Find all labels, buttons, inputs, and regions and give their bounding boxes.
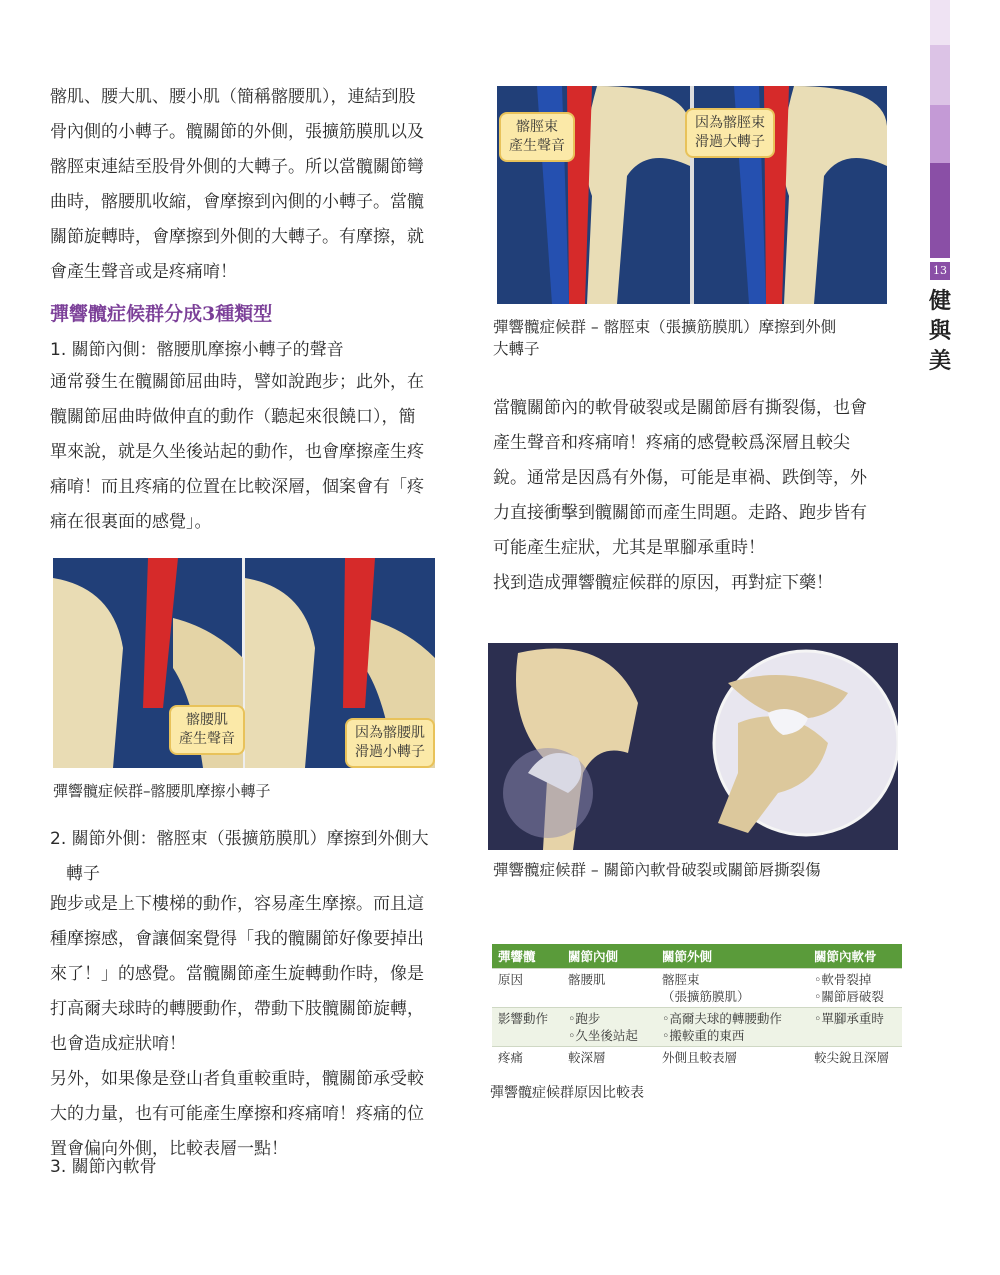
figure2-caption — [493, 316, 903, 360]
table-cell: 髂腰肌 — [562, 969, 656, 1008]
page-number: 13 — [930, 262, 950, 280]
label-iliopsoas-slide — [345, 718, 435, 768]
text-line: 大的力量，也有可能產生摩擦和疼痛唷！疼痛的位 — [50, 1104, 424, 1124]
itband-figure — [497, 86, 887, 304]
type3-title: 3. 關節內軟骨 — [50, 1157, 157, 1177]
label-itband-sound — [499, 112, 575, 162]
label-line: 因為髂脛束 — [695, 115, 765, 131]
table-caption: 彈響髖症候群原因比較表 — [490, 1085, 644, 1101]
table-row — [492, 969, 902, 1008]
text-line: 關節旋轉時，會摩擦到外側的大轉子。有摩擦，就 — [50, 227, 424, 247]
text-line: 2. 關節外側：髂脛束（張擴筋膜肌）摩擦到外側大 — [50, 829, 429, 849]
iliopsoas-figure — [53, 558, 435, 768]
table-header: 彈響髖 — [492, 944, 562, 969]
text-line: 也會造成症狀唷！ — [50, 1034, 186, 1054]
cartilage-figure — [488, 643, 898, 850]
text-line: 銳。通常是因爲有外傷，可能是車禍、跌倒等，外 — [493, 468, 867, 488]
caption-line: 彈響髖症候群 – 髂脛束（張擴筋膜肌）摩擦到外側 — [493, 318, 837, 336]
table-header: 關節內側 — [562, 944, 656, 969]
table-cell: 疼痛 — [492, 1047, 562, 1069]
label-iliopsoas-sound — [169, 705, 245, 755]
label-line: 產生聲音 — [509, 138, 565, 154]
type2-title — [50, 822, 460, 892]
text-line: 痛唷！而且疼痛的位置在比較深層，個案會有「疼 — [50, 477, 424, 497]
text-line: 另外，如果像是登山者負重較重時，髖關節承受較 — [50, 1069, 424, 1089]
text-line: 會產生聲音或是疼痛唷！ — [50, 262, 237, 282]
text-line: 置會偏向外側，比較表層一點！ — [50, 1139, 288, 1159]
comparison-table-wrap — [492, 944, 902, 1068]
text-line: 髂脛束連結至股骨外側的大轉子。所以當髖關節彎 — [50, 157, 424, 177]
label-line: 髂腰肌 — [186, 712, 228, 728]
intro-paragraph — [50, 80, 460, 290]
table-row — [492, 1008, 902, 1047]
text-line: 種摩擦感，會讓個案覺得「我的髖關節好像要掉出 — [50, 929, 424, 949]
comparison-table — [492, 944, 902, 1068]
label-itband-slide — [685, 108, 775, 158]
table-cell: 較深層 — [562, 1047, 656, 1069]
text-line: 轉子 — [66, 864, 100, 884]
text-line: 髂肌、腰大肌、腰小肌（簡稱髂腰肌），連結到股 — [50, 87, 416, 107]
text-line: 單來說，就是久坐後站起的動作，也會摩擦產生疼 — [50, 442, 424, 462]
section-tab-light — [930, 0, 950, 45]
label-line: 因為髂腰肌 — [355, 725, 425, 741]
table-cell: 影響動作 — [492, 1008, 562, 1047]
text-line: 來了！」的感覺。當髖關節產生旋轉動作時，像是 — [50, 964, 424, 984]
figure1-caption: 彈響髖症候群–髂腰肌摩擦小轉子 — [53, 782, 271, 800]
text-line: 髖關節屈曲時做伸直的動作（聽起來很饒口），簡 — [50, 407, 416, 427]
table-cell: ◦單腳承重時 — [808, 1008, 902, 1047]
caption-line: 大轉子 — [493, 340, 540, 358]
text-line: 找到造成彈響髖症候群的原因，再對症下藥！ — [493, 573, 833, 593]
type1-title: 1. 關節內側：髂腰肌摩擦小轉子的聲音 — [50, 340, 344, 360]
section-tab-mid2 — [930, 105, 950, 163]
text-line: 力直接衝擊到髖關節而產生問題。走路、跑步皆有 — [493, 503, 867, 523]
text-line: 當髖關節內的軟骨破裂或是關節唇有撕裂傷，也會 — [493, 398, 867, 418]
table-cell: 原因 — [492, 969, 562, 1008]
section-heading: 彈響髖症候群分成3種類型 — [50, 303, 273, 325]
section-tab-mid — [930, 45, 950, 105]
table-cell: 髂脛束 （張擴筋膜肌） — [656, 969, 808, 1008]
text-line: 曲時，髂腰肌收縮，會摩擦到內側的小轉子。當髖 — [50, 192, 424, 212]
label-line: 髂脛束 — [516, 119, 558, 135]
text-line: 產生聲音和疼痛唷！疼痛的感覺較爲深層且較尖 — [493, 433, 850, 453]
table-cell: ◦高爾夫球的轉腰動作 ◦搬較重的東西 — [656, 1008, 808, 1047]
table-cell: 較尖銳且深層 — [808, 1047, 902, 1069]
cartilage-paragraph — [493, 391, 903, 601]
label-line: 產生聲音 — [179, 731, 235, 747]
table-cell: 外側且較表層 — [656, 1047, 808, 1069]
label-line: 滑過大轉子 — [695, 134, 765, 150]
section-tab-dark — [930, 163, 950, 258]
text-line: 可能產生症狀，尤其是單腳承重時！ — [493, 538, 765, 558]
table-row — [492, 1047, 902, 1069]
figure3-caption: 彈響髖症候群 – 關節內軟骨破裂或關節唇撕裂傷 — [493, 861, 821, 879]
type1-paragraph — [50, 365, 460, 540]
table-cell: ◦軟骨裂掉 ◦關節唇破裂 — [808, 969, 902, 1008]
text-line: 骨內側的小轉子。髖關節的外側，張擴筋膜肌以及 — [50, 122, 424, 142]
text-line: 痛在很裏面的感覺」。 — [50, 512, 212, 532]
text-line: 通常發生在髖關節屈曲時，譬如說跑步；此外，在 — [50, 372, 424, 392]
text-line: 打高爾夫球時的轉腰動作，帶動下肢髖關節旋轉， — [50, 999, 424, 1019]
hip-joint-illustration — [488, 643, 898, 850]
type2-paragraph — [50, 887, 460, 1167]
table-cell: ◦跑步 ◦久坐後站起 — [562, 1008, 656, 1047]
table-header: 關節外側 — [656, 944, 808, 969]
label-line: 滑過小轉子 — [355, 744, 425, 760]
text-line: 跑步或是上下樓梯的動作，容易產生摩擦。而且這 — [50, 894, 424, 914]
section-title: 健與美 — [929, 288, 952, 374]
table-header-row — [492, 944, 902, 969]
table-header: 關節內軟骨 — [808, 944, 902, 969]
